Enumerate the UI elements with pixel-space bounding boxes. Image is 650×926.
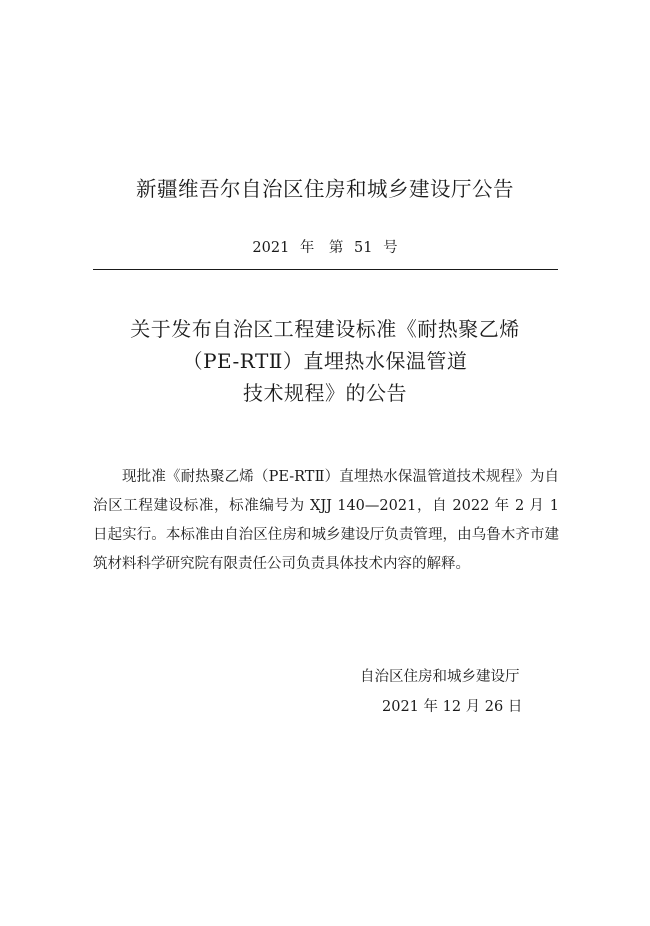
title-line-2: （PE-RTⅡ）直埋热水保温管道 — [182, 349, 468, 373]
signing-date: 2021 年 12 月 26 日 — [382, 699, 523, 715]
issuer-heading: 新疆维吾尔自治区住房和城乡建设厅公告 — [136, 177, 514, 201]
title-line-1: 关于发布自治区工程建设标准《耐热聚乙烯 — [130, 317, 520, 341]
announcement-body: 现批准《耐热聚乙烯（PE-RTⅡ）直埋热水保温管道技术规程》为自治区工程建设标准，标准编号为 XJJ 140—2021，自 2022 年 2 月 1 日起实行。本标准由自治区住房和城乡建设厅负责管理，由乌鲁木齐市建筑材料科学研究院有限责任公司负责具体技术内容的解释。 — [93, 469, 559, 572]
header-divider — [93, 269, 558, 270]
title-line-3: 技术规程》的公告 — [243, 381, 407, 405]
signing-organization: 自治区住房和城乡建设厅 — [360, 669, 520, 685]
announcement-title — [0, 313, 650, 409]
signature-block — [300, 662, 600, 722]
document-number: 2021 年 第 51 号 — [252, 240, 398, 256]
